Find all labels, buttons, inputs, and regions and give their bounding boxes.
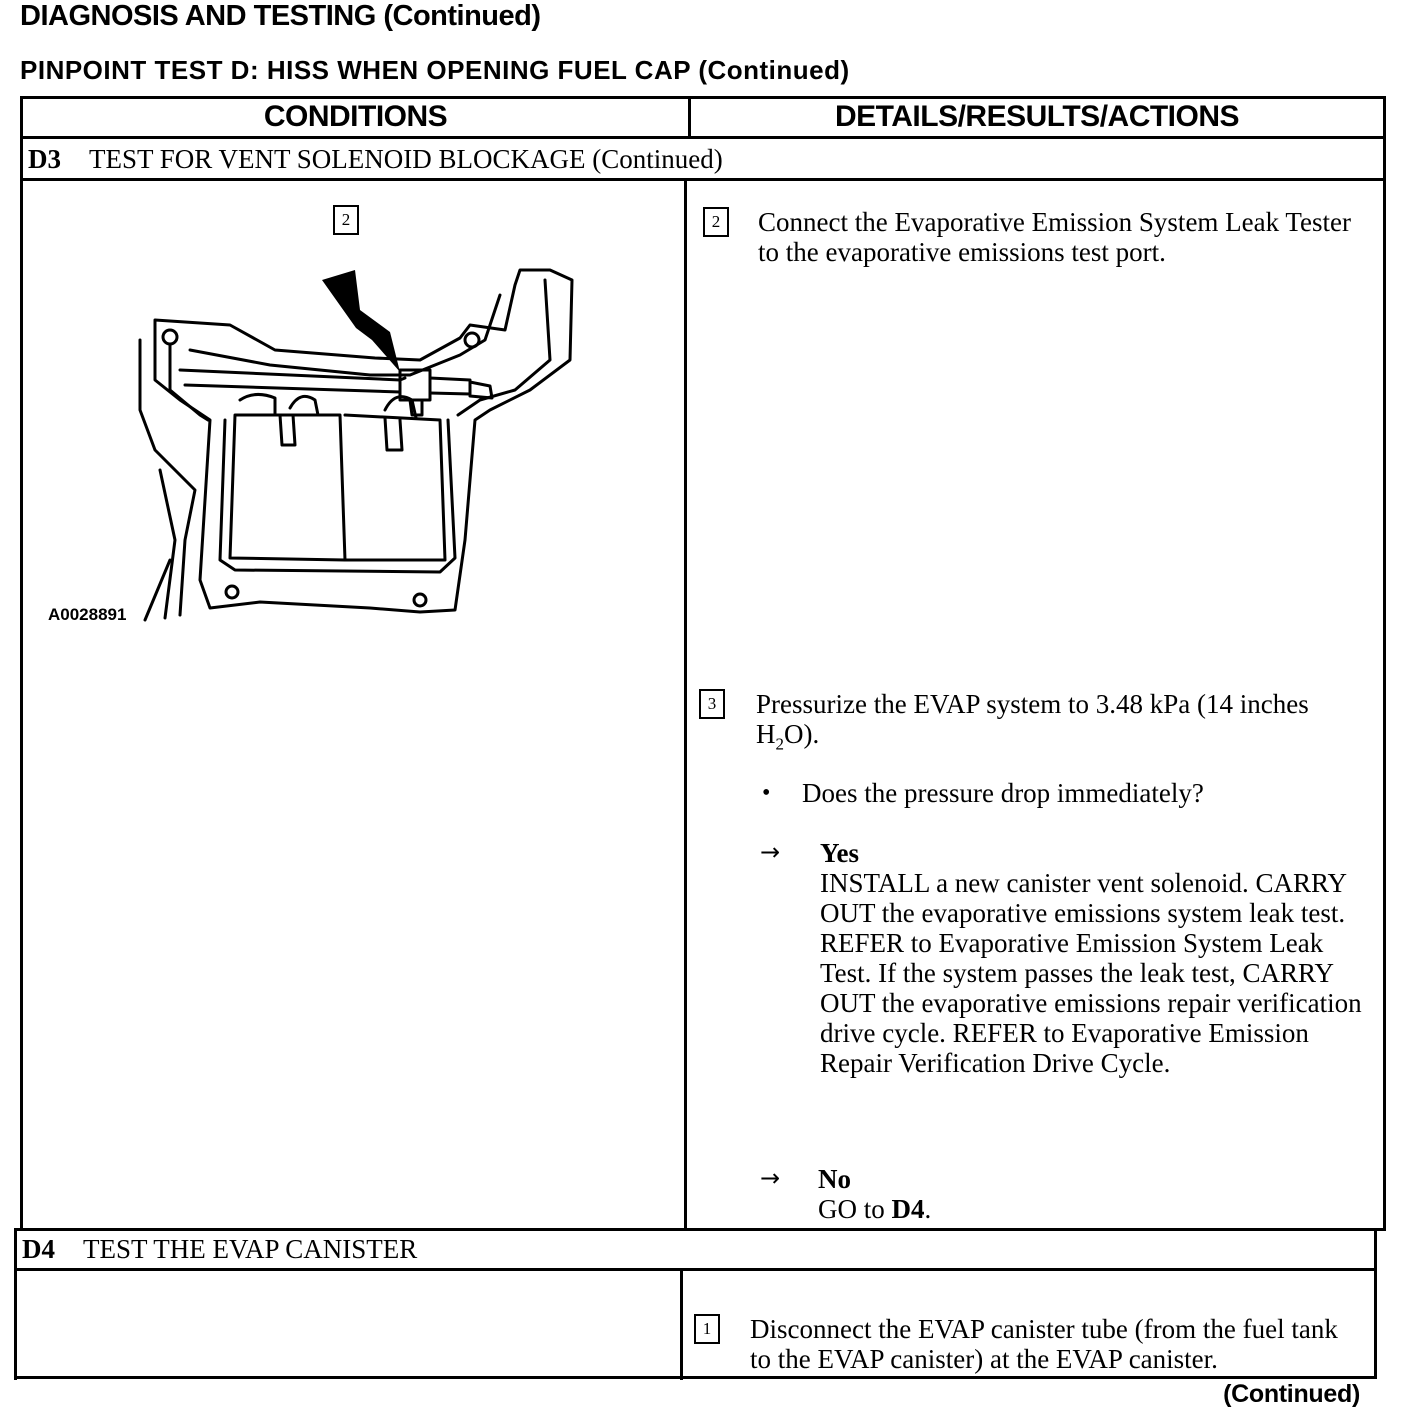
no-action-target: D4 [891, 1194, 925, 1224]
step-2-text: Connect the Evaporative Emission System Leak Tester to the evaporative emissions test port. [758, 207, 1351, 267]
yes-label: Yes [820, 838, 859, 868]
step-1-badge: 1 [694, 1314, 720, 1344]
step-3-subscript: 2 [775, 734, 784, 754]
no-arrow-icon: → [760, 1164, 781, 1192]
bullet-icon: • [762, 780, 771, 806]
no-label: No [818, 1164, 851, 1194]
no-action-suffix: . [924, 1194, 932, 1224]
vent-solenoid-illustration [60, 240, 620, 660]
section-d4-id: D4 [22, 1234, 55, 1264]
section-d4-title: TEST THE EVAP CANISTER [83, 1234, 418, 1264]
section-d3-title: TEST FOR VENT SOLENOID BLOCKAGE (Continued) [89, 144, 723, 174]
figure-reference-label: A0028891 [48, 605, 127, 624]
details-column-header: DETAILS/RESULTS/ACTIONS [834, 100, 1240, 133]
step-3-question: Does the pressure drop immediately? [802, 778, 1204, 808]
step-3-text-end: O). [784, 719, 820, 749]
yes-arrow-icon: → [760, 838, 781, 866]
step-3-text [756, 689, 1371, 759]
page-title: DIAGNOSIS AND TESTING (Continued) [20, 0, 541, 32]
section-d4-heading [22, 1234, 417, 1265]
section-d3-heading [28, 144, 723, 175]
step-1-text: Disconnect the EVAP canister tube (from the fuel tank to the EVAP canister) at the EVAP canister. [750, 1314, 1338, 1374]
figure-step-badge: 2 [333, 205, 359, 235]
continued-footer: (Continued) [1223, 1380, 1360, 1408]
yes-action: INSTALL a new canister vent solenoid. CARRY OUT the evaporative emissions system leak test. REFER to Evaporative Emission System Leak Test. If the system passes the leak test, CARRY OUT the evaporative emissions repair verification drive cycle. REFER to Evaporative Emission Repair Verification Drive Cycle. [820, 868, 1362, 1078]
section-d3-id: D3 [28, 144, 61, 174]
conditions-column-header: CONDITIONS [263, 100, 448, 133]
step-3-badge: 3 [699, 689, 725, 719]
no-result [818, 1164, 1363, 1224]
pinpoint-test-title: PINPOINT TEST D: HISS WHEN OPENING FUEL CAP (Continued) [20, 55, 850, 85]
no-action-prefix: GO to [818, 1194, 892, 1224]
yes-result [820, 838, 1365, 1078]
step-2-badge: 2 [703, 207, 729, 237]
step-3-text-main: Pressurize the EVAP system to 3.48 kPa (14 inches H [756, 689, 1309, 749]
